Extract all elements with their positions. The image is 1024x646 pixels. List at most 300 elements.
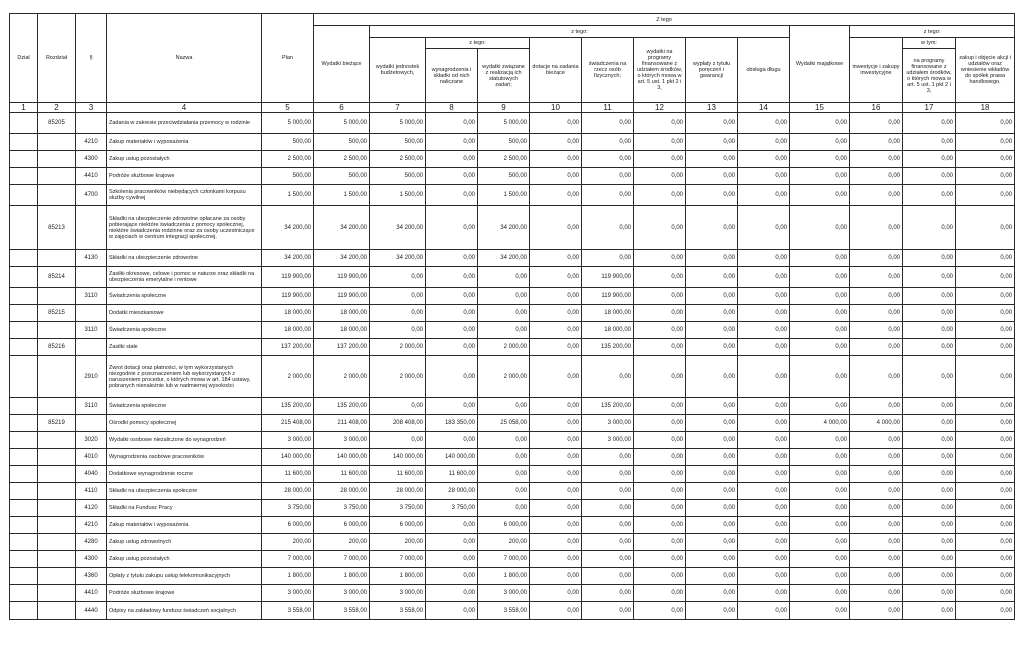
cell-rozdzial bbox=[38, 322, 76, 339]
cell-value: 0,00 bbox=[903, 398, 956, 415]
cell-value: 2 000,00 bbox=[370, 339, 426, 356]
cell-paragraf: 4410 bbox=[76, 168, 107, 185]
cell-value: 140 000,00 bbox=[314, 449, 370, 466]
table-row bbox=[10, 568, 1015, 585]
column-number: 9 bbox=[478, 103, 530, 113]
cell-nazwa: Zasiłki okresowe, celowe i pomoc w naturze oraz składki na ubezpieczenia emerytalne i rentowe bbox=[107, 267, 262, 288]
header-dzial: Dział bbox=[10, 14, 38, 103]
cell-value: 0,00 bbox=[634, 500, 686, 517]
cell-value: 137 200,00 bbox=[262, 339, 314, 356]
cell-value: 0,00 bbox=[790, 356, 850, 398]
cell-nazwa: Szkolenia pracowników niebędących członkami korpusu służby cywilnej bbox=[107, 185, 262, 206]
cell-dzial bbox=[10, 288, 38, 305]
cell-value: 0,00 bbox=[850, 585, 903, 602]
cell-value: 0,00 bbox=[634, 415, 686, 432]
cell-nazwa: Wydatki osobowe niezaliczone do wynagrodzeń bbox=[107, 432, 262, 449]
cell-rozdzial bbox=[38, 534, 76, 551]
cell-value: 0,00 bbox=[686, 466, 738, 483]
cell-dzial bbox=[10, 305, 38, 322]
cell-value: 0,00 bbox=[426, 398, 478, 415]
cell-rozdzial bbox=[38, 602, 76, 620]
table-row bbox=[10, 415, 1015, 432]
cell-value: 0,00 bbox=[686, 288, 738, 305]
cell-value: 0,00 bbox=[582, 250, 634, 267]
cell-value: 0,00 bbox=[956, 134, 1015, 151]
cell-value: 18 000,00 bbox=[582, 305, 634, 322]
cell-value: 0,00 bbox=[426, 113, 478, 134]
cell-value: 0,00 bbox=[790, 339, 850, 356]
cell-dzial bbox=[10, 356, 38, 398]
cell-value: 0,00 bbox=[582, 483, 634, 500]
cell-value: 0,00 bbox=[903, 517, 956, 534]
cell-value: 0,00 bbox=[850, 185, 903, 206]
cell-value: 0,00 bbox=[903, 168, 956, 185]
cell-value: 0,00 bbox=[850, 517, 903, 534]
cell-value: 0,00 bbox=[790, 250, 850, 267]
cell-value: 0,00 bbox=[634, 534, 686, 551]
table-row bbox=[10, 602, 1015, 620]
cell-value: 0,00 bbox=[790, 585, 850, 602]
cell-value: 28 000,00 bbox=[370, 483, 426, 500]
cell-value: 0,00 bbox=[582, 500, 634, 517]
cell-value: 0,00 bbox=[850, 602, 903, 620]
cell-value: 0,00 bbox=[582, 206, 634, 250]
column-number: 14 bbox=[738, 103, 790, 113]
cell-value: 0,00 bbox=[738, 356, 790, 398]
cell-value: 0,00 bbox=[956, 517, 1015, 534]
cell-value: 7 000,00 bbox=[478, 551, 530, 568]
cell-value: 3 000,00 bbox=[314, 432, 370, 449]
cell-value: 0,00 bbox=[426, 322, 478, 339]
cell-value: 0,00 bbox=[634, 517, 686, 534]
cell-rozdzial bbox=[38, 151, 76, 168]
cell-value: 34 200,00 bbox=[314, 250, 370, 267]
cell-nazwa: Opłaty z tytułu zakupu usług telekomunikacyjnych bbox=[107, 568, 262, 585]
cell-value: 3 000,00 bbox=[262, 432, 314, 449]
table-row bbox=[10, 500, 1015, 517]
table-row bbox=[10, 134, 1015, 151]
cell-value: 3 750,00 bbox=[314, 500, 370, 517]
table-row bbox=[10, 168, 1015, 185]
cell-value: 0,00 bbox=[903, 305, 956, 322]
cell-value: 0,00 bbox=[790, 168, 850, 185]
cell-value: 0,00 bbox=[426, 339, 478, 356]
cell-value: 0,00 bbox=[850, 398, 903, 415]
column-number: 12 bbox=[634, 103, 686, 113]
header-nazwa: Nazwa bbox=[107, 14, 262, 103]
cell-value: 5 000,00 bbox=[478, 113, 530, 134]
cell-value: 11 600,00 bbox=[370, 466, 426, 483]
cell-value: 500,00 bbox=[262, 168, 314, 185]
cell-value: 119 900,00 bbox=[262, 267, 314, 288]
cell-value: 3 000,00 bbox=[582, 432, 634, 449]
cell-value: 0,00 bbox=[790, 517, 850, 534]
cell-dzial bbox=[10, 168, 38, 185]
cell-value: 0,00 bbox=[686, 483, 738, 500]
cell-value: 11 600,00 bbox=[426, 466, 478, 483]
cell-value: 0,00 bbox=[956, 602, 1015, 620]
cell-value: 0,00 bbox=[634, 551, 686, 568]
cell-value: 0,00 bbox=[956, 339, 1015, 356]
cell-value: 2 500,00 bbox=[314, 151, 370, 168]
cell-value: 0,00 bbox=[790, 322, 850, 339]
cell-value: 0,00 bbox=[478, 322, 530, 339]
table-row bbox=[10, 339, 1015, 356]
cell-value: 0,00 bbox=[478, 288, 530, 305]
cell-value: 0,00 bbox=[738, 113, 790, 134]
cell-value: 0,00 bbox=[850, 288, 903, 305]
cell-value: 0,00 bbox=[956, 168, 1015, 185]
cell-value: 0,00 bbox=[850, 322, 903, 339]
column-number: 7 bbox=[370, 103, 426, 113]
cell-value: 0,00 bbox=[738, 500, 790, 517]
cell-value: 0,00 bbox=[790, 134, 850, 151]
cell-value: 0,00 bbox=[686, 305, 738, 322]
header-inwestycje: inwestycje i zakupy inwestycyjne bbox=[850, 38, 903, 103]
column-number: 18 bbox=[956, 103, 1015, 113]
header-obsluga-dlugu: obsługa długu bbox=[738, 38, 790, 103]
cell-value: 135 200,00 bbox=[582, 339, 634, 356]
cell-value: 0,00 bbox=[686, 585, 738, 602]
cell-value: 135 200,00 bbox=[314, 398, 370, 415]
header-wydatki-jednostek: wydatki jednostek budżetowych, bbox=[370, 38, 426, 103]
cell-value: 6 000,00 bbox=[370, 517, 426, 534]
cell-value: 0,00 bbox=[634, 168, 686, 185]
cell-paragraf: 4280 bbox=[76, 534, 107, 551]
table-row bbox=[10, 483, 1015, 500]
cell-value: 0,00 bbox=[850, 267, 903, 288]
cell-value: 0,00 bbox=[478, 305, 530, 322]
cell-dzial bbox=[10, 113, 38, 134]
header-z-tego-jednostek: z tego: bbox=[426, 38, 530, 49]
cell-value: 0,00 bbox=[850, 483, 903, 500]
cell-value: 200,00 bbox=[262, 534, 314, 551]
cell-value: 0,00 bbox=[956, 432, 1015, 449]
cell-value: 0,00 bbox=[738, 322, 790, 339]
cell-nazwa: Zasiłki stałe bbox=[107, 339, 262, 356]
cell-dzial bbox=[10, 534, 38, 551]
cell-value: 34 200,00 bbox=[370, 250, 426, 267]
cell-paragraf: 3110 bbox=[76, 322, 107, 339]
cell-value: 0,00 bbox=[426, 432, 478, 449]
cell-value: 0,00 bbox=[530, 466, 582, 483]
cell-value: 0,00 bbox=[686, 517, 738, 534]
cell-value: 0,00 bbox=[956, 185, 1015, 206]
cell-nazwa: Zakup usług pozostałych bbox=[107, 151, 262, 168]
cell-rozdzial bbox=[38, 551, 76, 568]
cell-value: 0,00 bbox=[686, 500, 738, 517]
cell-value: 2 000,00 bbox=[314, 356, 370, 398]
table-row bbox=[10, 305, 1015, 322]
cell-dzial bbox=[10, 551, 38, 568]
cell-value: 0,00 bbox=[530, 483, 582, 500]
cell-value: 5 000,00 bbox=[314, 113, 370, 134]
column-number: 2 bbox=[38, 103, 76, 113]
table-row bbox=[10, 398, 1015, 415]
cell-value: 0,00 bbox=[686, 568, 738, 585]
header-swiadczenia: świadczenia na rzecz osób fizycznych; bbox=[582, 38, 634, 103]
cell-value: 0,00 bbox=[530, 500, 582, 517]
cell-value: 34 200,00 bbox=[262, 206, 314, 250]
cell-nazwa: Podróże służbowe krajowe bbox=[107, 585, 262, 602]
cell-value: 0,00 bbox=[956, 267, 1015, 288]
cell-value: 0,00 bbox=[850, 168, 903, 185]
cell-value: 0,00 bbox=[426, 151, 478, 168]
cell-value: 6 000,00 bbox=[262, 517, 314, 534]
cell-value: 0,00 bbox=[738, 206, 790, 250]
table-row bbox=[10, 449, 1015, 466]
cell-value: 0,00 bbox=[530, 267, 582, 288]
cell-dzial bbox=[10, 500, 38, 517]
cell-value: 0,00 bbox=[903, 449, 956, 466]
cell-nazwa: Odpisy na zakładowy fundusz świadczeń socjalnych bbox=[107, 602, 262, 620]
cell-value: 135 200,00 bbox=[582, 398, 634, 415]
cell-nazwa: Podróże służbowe krajowe bbox=[107, 168, 262, 185]
cell-value: 0,00 bbox=[478, 432, 530, 449]
cell-value: 0,00 bbox=[478, 267, 530, 288]
table-row bbox=[10, 185, 1015, 206]
cell-paragraf: 4440 bbox=[76, 602, 107, 620]
cell-rozdzial: 85216 bbox=[38, 339, 76, 356]
cell-value: 0,00 bbox=[686, 322, 738, 339]
cell-value: 0,00 bbox=[956, 206, 1015, 250]
cell-value: 0,00 bbox=[634, 113, 686, 134]
table-row bbox=[10, 322, 1015, 339]
cell-value: 0,00 bbox=[956, 483, 1015, 500]
cell-nazwa: Zakup usług zdrowotnych bbox=[107, 534, 262, 551]
cell-paragraf: 4010 bbox=[76, 449, 107, 466]
cell-value: 2 500,00 bbox=[370, 151, 426, 168]
cell-value: 1 800,00 bbox=[262, 568, 314, 585]
cell-value: 0,00 bbox=[478, 449, 530, 466]
cell-nazwa: Zakup materiałów i wyposażenia bbox=[107, 517, 262, 534]
table-row bbox=[10, 432, 1015, 449]
cell-value: 140 000,00 bbox=[262, 449, 314, 466]
cell-value: 0,00 bbox=[582, 449, 634, 466]
cell-value: 119 900,00 bbox=[262, 288, 314, 305]
cell-paragraf: 2910 bbox=[76, 356, 107, 398]
cell-value: 0,00 bbox=[686, 356, 738, 398]
cell-value: 500,00 bbox=[314, 168, 370, 185]
cell-value: 0,00 bbox=[530, 517, 582, 534]
cell-value: 0,00 bbox=[956, 551, 1015, 568]
cell-value: 0,00 bbox=[530, 415, 582, 432]
cell-nazwa: Świadczenia społeczne bbox=[107, 322, 262, 339]
cell-value: 1 500,00 bbox=[370, 185, 426, 206]
cell-value: 0,00 bbox=[634, 267, 686, 288]
cell-value: 0,00 bbox=[903, 551, 956, 568]
cell-value: 0,00 bbox=[634, 432, 686, 449]
cell-value: 0,00 bbox=[530, 288, 582, 305]
cell-rozdzial bbox=[38, 585, 76, 602]
cell-value: 140 000,00 bbox=[426, 449, 478, 466]
cell-value: 0,00 bbox=[956, 534, 1015, 551]
cell-value: 0,00 bbox=[686, 432, 738, 449]
column-number: 17 bbox=[903, 103, 956, 113]
cell-value: 0,00 bbox=[850, 500, 903, 517]
table-row bbox=[10, 551, 1015, 568]
cell-paragraf: 4210 bbox=[76, 134, 107, 151]
cell-value: 3 000,00 bbox=[582, 415, 634, 432]
header-wynagrodzenia: wynagrodzenia i składki od nich naliczane bbox=[426, 49, 478, 103]
cell-value: 0,00 bbox=[903, 415, 956, 432]
cell-value: 0,00 bbox=[790, 500, 850, 517]
cell-value: 0,00 bbox=[956, 151, 1015, 168]
cell-value: 0,00 bbox=[850, 432, 903, 449]
cell-value: 0,00 bbox=[790, 151, 850, 168]
cell-value: 1 500,00 bbox=[314, 185, 370, 206]
cell-value: 7 000,00 bbox=[370, 551, 426, 568]
cell-value: 0,00 bbox=[530, 602, 582, 620]
cell-value: 0,00 bbox=[903, 339, 956, 356]
cell-value: 200,00 bbox=[314, 534, 370, 551]
cell-dzial bbox=[10, 483, 38, 500]
cell-value: 0,00 bbox=[738, 134, 790, 151]
cell-value: 0,00 bbox=[582, 151, 634, 168]
cell-value: 0,00 bbox=[903, 356, 956, 398]
cell-value: 0,00 bbox=[582, 185, 634, 206]
cell-value: 0,00 bbox=[738, 288, 790, 305]
cell-value: 0,00 bbox=[738, 466, 790, 483]
cell-rozdzial bbox=[38, 466, 76, 483]
cell-value: 0,00 bbox=[582, 466, 634, 483]
cell-value: 34 200,00 bbox=[478, 250, 530, 267]
cell-value: 2 000,00 bbox=[478, 339, 530, 356]
cell-value: 0,00 bbox=[903, 151, 956, 168]
cell-dzial bbox=[10, 322, 38, 339]
cell-paragraf bbox=[76, 267, 107, 288]
cell-paragraf: 4700 bbox=[76, 185, 107, 206]
cell-paragraf: 4300 bbox=[76, 151, 107, 168]
cell-value: 0,00 bbox=[850, 339, 903, 356]
cell-value: 5 000,00 bbox=[262, 113, 314, 134]
cell-value: 0,00 bbox=[478, 398, 530, 415]
cell-value: 0,00 bbox=[530, 250, 582, 267]
cell-paragraf: 4040 bbox=[76, 466, 107, 483]
cell-value: 0,00 bbox=[686, 168, 738, 185]
cell-value: 0,00 bbox=[956, 415, 1015, 432]
cell-value: 0,00 bbox=[530, 585, 582, 602]
cell-paragraf: 4210 bbox=[76, 517, 107, 534]
cell-value: 0,00 bbox=[850, 568, 903, 585]
cell-value: 0,00 bbox=[956, 113, 1015, 134]
cell-value: 3 558,00 bbox=[370, 602, 426, 620]
cell-value: 0,00 bbox=[426, 267, 478, 288]
cell-value: 0,00 bbox=[530, 449, 582, 466]
cell-value: 0,00 bbox=[903, 322, 956, 339]
cell-value: 0,00 bbox=[478, 483, 530, 500]
cell-dzial bbox=[10, 449, 38, 466]
cell-value: 0,00 bbox=[582, 517, 634, 534]
column-number: 3 bbox=[76, 103, 107, 113]
cell-value: 0,00 bbox=[903, 500, 956, 517]
cell-value: 140 000,00 bbox=[370, 449, 426, 466]
cell-value: 0,00 bbox=[956, 356, 1015, 398]
cell-value: 11 600,00 bbox=[314, 466, 370, 483]
cell-value: 0,00 bbox=[426, 250, 478, 267]
cell-value: 0,00 bbox=[738, 449, 790, 466]
cell-value: 2 500,00 bbox=[478, 151, 530, 168]
cell-value: 0,00 bbox=[370, 288, 426, 305]
cell-value: 0,00 bbox=[530, 432, 582, 449]
cell-paragraf bbox=[76, 305, 107, 322]
cell-value: 1 800,00 bbox=[314, 568, 370, 585]
cell-value: 3 558,00 bbox=[478, 602, 530, 620]
cell-value: 0,00 bbox=[790, 288, 850, 305]
cell-value: 0,00 bbox=[530, 534, 582, 551]
cell-value: 0,00 bbox=[738, 415, 790, 432]
cell-value: 0,00 bbox=[686, 151, 738, 168]
cell-value: 1 500,00 bbox=[478, 185, 530, 206]
cell-value: 0,00 bbox=[426, 134, 478, 151]
cell-value: 0,00 bbox=[790, 449, 850, 466]
cell-dzial bbox=[10, 339, 38, 356]
cell-value: 0,00 bbox=[738, 483, 790, 500]
cell-value: 0,00 bbox=[903, 113, 956, 134]
cell-value: 0,00 bbox=[738, 168, 790, 185]
column-number: 10 bbox=[530, 103, 582, 113]
cell-nazwa: Składki na ubezpieczenia społeczne bbox=[107, 483, 262, 500]
header-w-tym: w tym: bbox=[903, 38, 956, 49]
cell-value: 0,00 bbox=[790, 267, 850, 288]
cell-dzial bbox=[10, 267, 38, 288]
cell-rozdzial: 85214 bbox=[38, 267, 76, 288]
cell-paragraf: 3110 bbox=[76, 288, 107, 305]
cell-value: 0,00 bbox=[426, 305, 478, 322]
cell-value: 200,00 bbox=[478, 534, 530, 551]
cell-value: 0,00 bbox=[903, 134, 956, 151]
cell-paragraf: 4120 bbox=[76, 500, 107, 517]
cell-value: 500,00 bbox=[370, 134, 426, 151]
cell-dzial bbox=[10, 151, 38, 168]
cell-value: 211 408,00 bbox=[314, 415, 370, 432]
cell-value: 0,00 bbox=[478, 500, 530, 517]
cell-dzial bbox=[10, 568, 38, 585]
cell-nazwa: Składki na ubezpieczenie zdrowotne opłacane za osoby pobierające niektóre świadczenia z pomocy społecznej, niektóre świadczenia rodzinne oraz za osoby uczestniczące w zajęciach w centrum integracji społecznej. bbox=[107, 206, 262, 250]
cell-value: 0,00 bbox=[850, 551, 903, 568]
cell-value: 0,00 bbox=[370, 432, 426, 449]
cell-value: 0,00 bbox=[370, 322, 426, 339]
table-row bbox=[10, 466, 1015, 483]
cell-value: 0,00 bbox=[634, 134, 686, 151]
cell-rozdzial bbox=[38, 288, 76, 305]
cell-value: 0,00 bbox=[903, 206, 956, 250]
cell-value: 0,00 bbox=[686, 339, 738, 356]
cell-nazwa: Dodatki mieszkaniowe bbox=[107, 305, 262, 322]
cell-rozdzial bbox=[38, 168, 76, 185]
cell-value: 3 000,00 bbox=[314, 585, 370, 602]
cell-value: 119 900,00 bbox=[314, 288, 370, 305]
cell-rozdzial: 85213 bbox=[38, 206, 76, 250]
cell-value: 0,00 bbox=[790, 185, 850, 206]
cell-rozdzial bbox=[38, 432, 76, 449]
cell-nazwa: Składki na Fundusz Pracy bbox=[107, 500, 262, 517]
header-wydatki-majatkowe: Wydatki majątkowe bbox=[790, 26, 850, 103]
cell-rozdzial bbox=[38, 500, 76, 517]
cell-nazwa: Świadczenia społeczne bbox=[107, 398, 262, 415]
cell-value: 119 900,00 bbox=[582, 288, 634, 305]
cell-nazwa: Wynagrodzenia osobowe pracowników bbox=[107, 449, 262, 466]
cell-value: 0,00 bbox=[530, 398, 582, 415]
cell-value: 2 000,00 bbox=[262, 356, 314, 398]
cell-value: 0,00 bbox=[956, 449, 1015, 466]
cell-value: 500,00 bbox=[478, 168, 530, 185]
cell-value: 0,00 bbox=[903, 466, 956, 483]
cell-dzial bbox=[10, 466, 38, 483]
cell-value: 0,00 bbox=[582, 168, 634, 185]
cell-value: 0,00 bbox=[850, 134, 903, 151]
cell-value: 25 058,00 bbox=[478, 415, 530, 432]
